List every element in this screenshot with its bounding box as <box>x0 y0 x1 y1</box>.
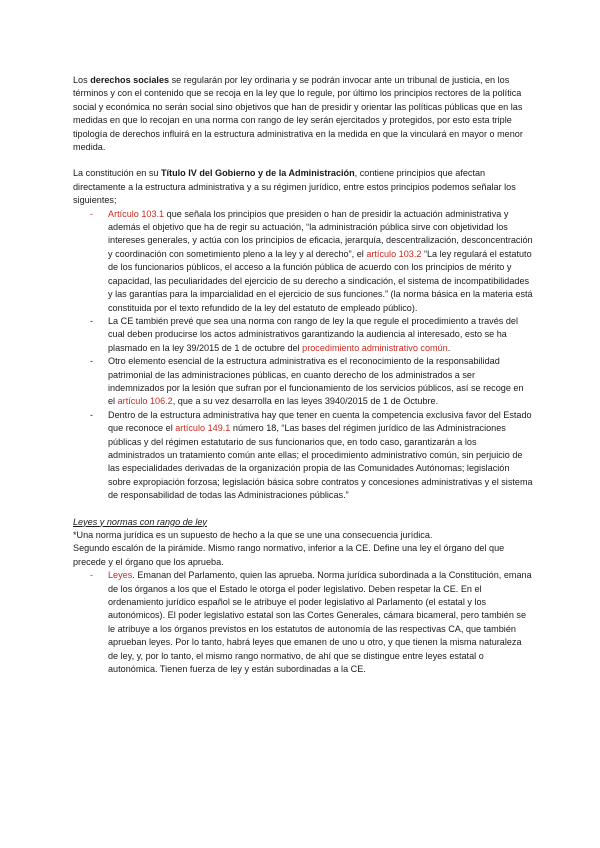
derechos-sociales-term: derechos sociales <box>90 75 170 85</box>
list-item <box>73 208 533 315</box>
document-page <box>73 74 533 676</box>
leyes-list <box>73 569 533 676</box>
leyes-link[interactable]: Leyes <box>108 570 133 581</box>
list-item <box>73 409 533 503</box>
spacer <box>73 154 533 167</box>
list-item-text: , que a su vez desarrolla en las leyes 3940/2015 de 1 de Octubre. <box>172 396 439 407</box>
dash-bullet: - <box>90 356 94 367</box>
list-item-text: Dentro de la estructura administrativa hay que tener en cuenta la competencia exclusiva favor del Estado que reconoce el <box>108 409 532 434</box>
list-item-text: que señala los principios que presiden o han de presidir la actuación administrativa y además el objetivo que ha de regir su actuación, “la administración pública sirve con objetividad los intereses generales, y actúa con los principios de eficacia, jerarquía, descentralización, desconcentración y coordinación con sometimiento pleno a la ley y al derecho”, el <box>108 208 533 259</box>
definition-line: Segundo escalón de la pirámide. Mismo rango normativo, inferior a la CE. Define una ley el órgano del que precede y el órgano que los aprueba. <box>73 543 505 567</box>
list-item <box>73 315 533 355</box>
articulo-149-1-link[interactable]: artículo 149.1 <box>175 423 231 434</box>
titulo-text-cont: , contiene principios que afectan directamente a la estructura administrativa y a su régimen jurídico, entre estos principios podemos señalar los siguientes; <box>73 168 516 206</box>
articulo-106-2-link[interactable]: artículo 106.2 <box>117 396 173 407</box>
dash-bullet: - <box>90 409 94 420</box>
titulo-text: La constitución en su <box>73 168 161 179</box>
spacer <box>73 503 533 516</box>
list-item-text: . Emanan del Parlamento, quien las aprueba. Norma jurídica subordinada a la Constitución, emana de los órganos a los que el Estado le otorga el poder legislativo. Deben respetar la CE. En el ordenamiento jurídico español se le atribuye el poder legislativo al Parlamento (el estatal y los autonómicos). El poder legislativo estatal son las Cortes Generales, cámara bicameral, pero también se le atribuye a los órganos previstos en los estatutos de autonomía de las respectivas CA, que también aprueban leyes. Por lo tanto, habrá leyes que emanen de uno u otro, y que tienen la misma naturaleza de ley, y, por lo tanto, el mismo rango normativo, de ahí que se distingue entre leyes estatal o autonómica. Tienen fuerza de ley y están subordinadas a la CE. <box>108 570 532 675</box>
definition-line: *Una norma jurídica es un supuesto de hecho a la que se une una consecuencia jurídica. <box>73 530 433 540</box>
intro-text-cont: se regularán por ley ordinaria y se podrán invocar ante un tribunal de justicia, en los términos y con el contenido que se recoja en la ley que lo regule, por último los principios rectores de la política social y económica no serán social sino objetivos que han de presidir y orientar las políticas públicas que en las medidas en que lo recojan en una norma con rango de ley serán ejercitados y protegidos, por esto esta triple tipología de derechos influirá en la estructura administrativa en la medida en que la vinculará en mayor o menor medida. <box>73 75 523 153</box>
list-item-text: La CE también prevé que sea una norma con rango de ley la que regule el procedimiento a través del cual deben producirse los actos administrativos garantizando la audiencia al interesado, esto se ha plasmado en la ley 39/2015 de 1 de octubre del <box>108 315 518 353</box>
list-item <box>73 569 533 676</box>
titulo-iv-term: Título IV del Gobierno y de la Administración <box>160 168 355 179</box>
dash-bullet: - <box>90 208 94 219</box>
intro-paragraph <box>73 74 533 154</box>
list-item-text: “La ley regulará el estatuto de los funcionarios públicos, el acceso a la función pública de acuerdo con los principios de mérito y capacidad, las peculiaridades del ejercicio de su derecho a sindicación, el sistema de incompatibilidades y las garantías para la imparcialidad en el ejercicio de sus funciones.” (la norma básica en la materia está constituida por el texto refundido de la ley del estatuto de empleado público). <box>108 248 533 313</box>
procedimiento-administrativo-link[interactable]: procedimiento administrativo común <box>302 342 448 353</box>
list-item-text: Otro elemento esencial de la estructura administrativa es el reconocimiento de la responsabilidad patrimonial de las administraciones públicas, en cuanto derecho de los administrados a ser indemnizados por la lesión que sufran por el funcionamiento de los servicios públicos, así se recoge en el <box>108 356 524 407</box>
articulo-103-2-link[interactable]: artículo 103.2 <box>366 248 422 259</box>
dash-bullet: - <box>90 570 94 581</box>
dash-bullet: - <box>90 315 94 326</box>
section-heading: Leyes y normas con rango de ley <box>73 516 207 527</box>
list-item-text: . <box>447 342 451 353</box>
list-item-text: número 18, “Las bases del régimen jurídico de las Administraciones públicas y del régimen estatutario de sus funcionarios que, en todo caso, garantizarán a los administrados un tratamiento común ante ellas; el procedimiento administrativo común, sin perjuicio de las especialidades derivadas de la organización propia de las Comunidades Autónomas; legislación sobre expropiación forzosa; legislación básica sobre contratos y concesiones administrativas y el sistema de responsabilidad de todas las Administraciones públicas.” <box>108 423 533 501</box>
titulo-paragraph <box>73 167 533 207</box>
list-item <box>73 355 533 409</box>
intro-text: Los <box>73 75 91 85</box>
principles-list <box>73 208 533 503</box>
articulo-103-1-link[interactable]: Artículo 103.1 <box>108 208 165 219</box>
